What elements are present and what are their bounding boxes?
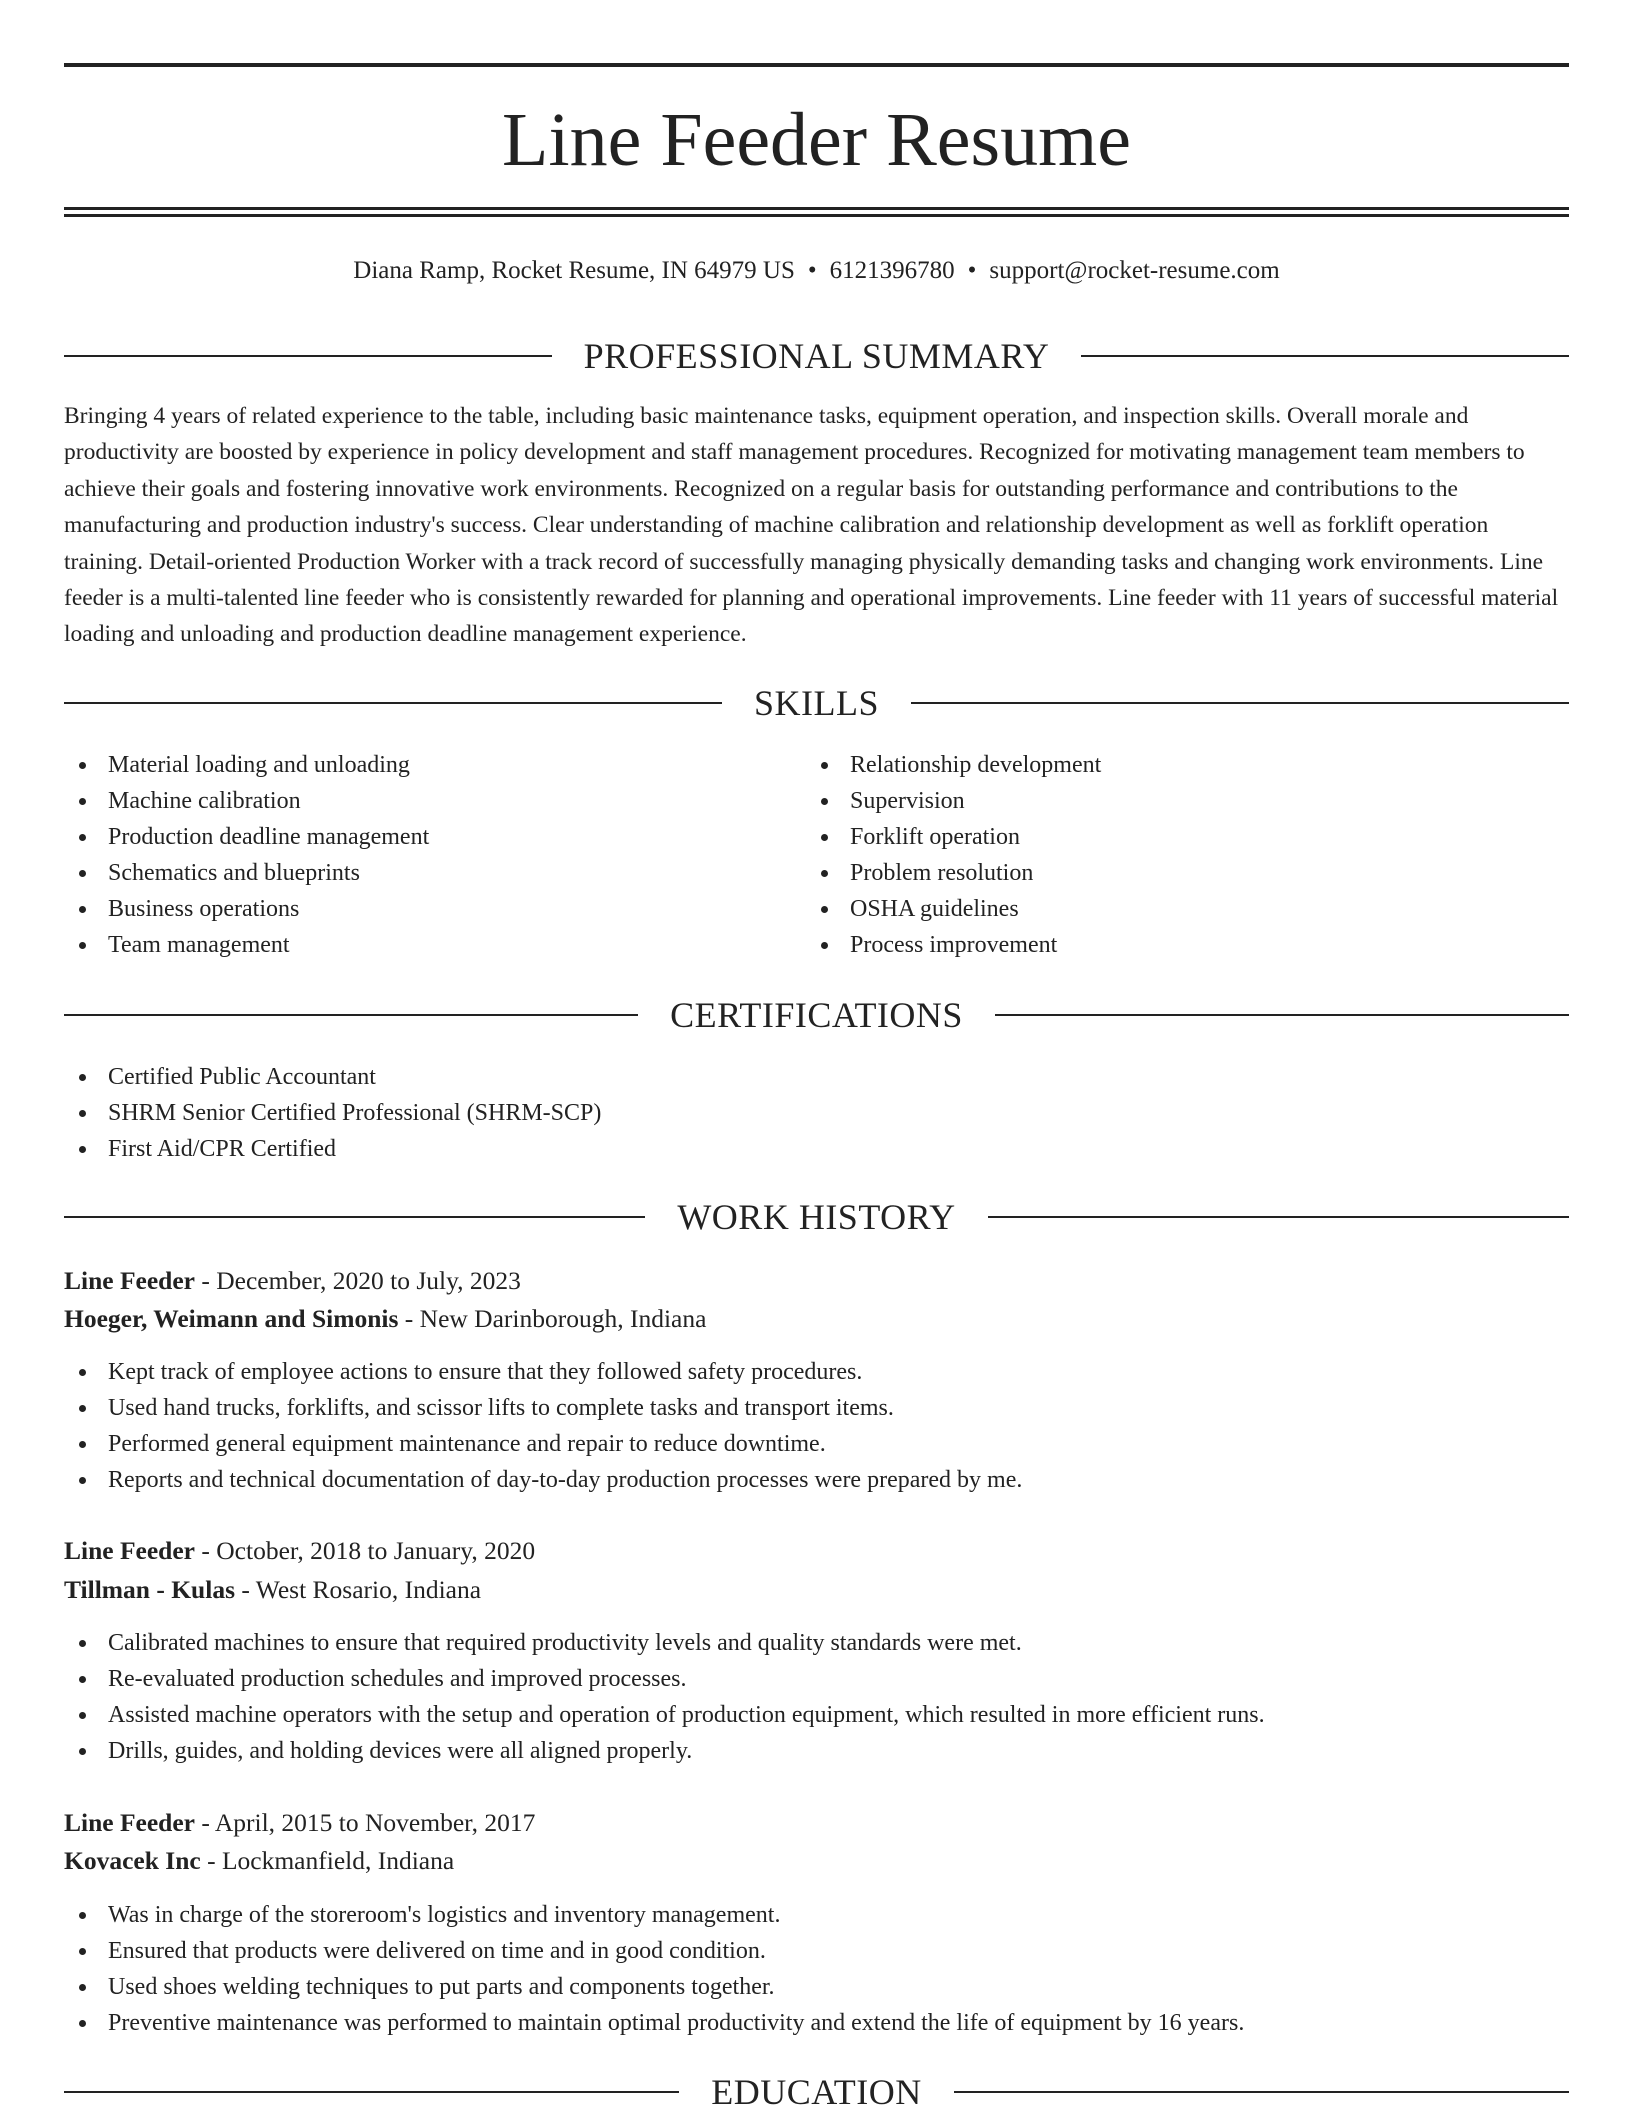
job-duties-list: [64, 1354, 1022, 1498]
duty-item: Drills, guides, and holding devices were all aligned properly.: [64, 1733, 1265, 1769]
contact-separator: •: [967, 257, 977, 284]
skill-item: Material loading and unloading: [64, 747, 429, 783]
divider: [64, 2091, 679, 2093]
duty-item: Performed general equipment maintenance and repair to reduce downtime.: [64, 1426, 1022, 1462]
job-title: Line Feeder: [64, 1266, 195, 1295]
divider: [995, 1014, 1569, 1016]
job-title: Line Feeder: [64, 1808, 195, 1837]
contact-address: Diana Ramp, Rocket Resume, IN 64979 US: [353, 257, 795, 284]
duty-item: Calibrated machines to ensure that required productivity levels and quality standards were met.: [64, 1625, 1265, 1661]
duty-item: Assisted machine operators with the setup and operation of production equipment, which resulted in more efficient runs.: [64, 1697, 1265, 1733]
dash: -: [207, 1846, 216, 1875]
divider: [64, 1216, 645, 1218]
section-heading-work-history: [64, 1197, 1569, 1237]
job-dates: October, 2018 to January, 2020: [216, 1536, 536, 1565]
job-location: New Darinborough, Indiana: [419, 1304, 707, 1333]
divider: [64, 355, 552, 357]
job-title-line: [64, 1533, 535, 1569]
divider: [954, 2091, 1569, 2093]
skill-item: Machine calibration: [64, 783, 429, 819]
skill-item: Supervision: [806, 783, 1101, 819]
skill-item: OSHA guidelines: [806, 891, 1101, 927]
job-company: Tillman - Kulas: [64, 1575, 235, 1604]
job-company-line: [64, 1301, 706, 1337]
section-title: SKILLS: [754, 683, 880, 723]
skill-item: Forklift operation: [806, 819, 1101, 855]
job-location: West Rosario, Indiana: [255, 1575, 482, 1604]
skill-item: Team management: [64, 927, 429, 963]
top-rule: [64, 63, 1569, 67]
skills-list-right: [806, 747, 1101, 963]
certification-item: SHRM Senior Certified Professional (SHRM-SCP): [64, 1095, 601, 1131]
contact-line: [64, 254, 1569, 288]
divider: [1081, 355, 1569, 357]
divider: [911, 702, 1569, 704]
dash: -: [201, 1808, 210, 1837]
certification-item: Certified Public Accountant: [64, 1059, 601, 1095]
title-double-rule: [64, 207, 1569, 217]
divider: [64, 1014, 638, 1016]
job-title: Line Feeder: [64, 1536, 195, 1565]
job-company-line: [64, 1843, 454, 1879]
duty-item: Was in charge of the storeroom's logistics and inventory management.: [64, 1897, 1244, 1933]
job-company-line: [64, 1572, 481, 1608]
job-company: Hoeger, Weimann and Simonis: [64, 1304, 399, 1333]
contact-email: support@rocket-resume.com: [989, 257, 1280, 284]
duty-item: Ensured that products were delivered on time and in good condition.: [64, 1933, 1244, 1969]
certification-item: First Aid/CPR Certified: [64, 1131, 601, 1167]
job-title-line: [64, 1805, 535, 1841]
dash: -: [201, 1536, 210, 1565]
skill-item: Production deadline management: [64, 819, 429, 855]
job-dates: December, 2020 to July, 2023: [216, 1266, 521, 1295]
contact-separator: •: [807, 257, 817, 284]
job-dates: April, 2015 to November, 2017: [214, 1808, 536, 1837]
section-heading-education: [64, 2072, 1569, 2112]
section-title: CERTIFICATIONS: [670, 995, 963, 1035]
skill-item: Business operations: [64, 891, 429, 927]
dash: -: [201, 1266, 210, 1295]
dash: -: [241, 1575, 250, 1604]
divider: [64, 702, 722, 704]
section-title: EDUCATION: [711, 2072, 922, 2112]
section-title: WORK HISTORY: [677, 1197, 956, 1237]
section-heading-summary: [64, 336, 1569, 376]
job-title-line: [64, 1263, 521, 1299]
skill-item: Process improvement: [806, 927, 1101, 963]
duty-item: Re-evaluated production schedules and improved processes.: [64, 1661, 1265, 1697]
duty-item: Used shoes welding techniques to put parts and components together.: [64, 1969, 1244, 2005]
skills-list-left: [64, 747, 429, 963]
page-title: Line Feeder Resume: [502, 98, 1131, 182]
section-title: PROFESSIONAL SUMMARY: [583, 336, 1050, 376]
duty-item: Reports and technical documentation of day-to-day production processes were prepared by me.: [64, 1462, 1022, 1498]
job-location: Lockmanfield, Indiana: [221, 1846, 455, 1875]
skill-item: Problem resolution: [806, 855, 1101, 891]
section-heading-certifications: [64, 995, 1569, 1035]
divider: [988, 1216, 1569, 1218]
summary-paragraph: Bringing 4 years of related experience to the table, including basic maintenance tasks, equipment operation, and inspection skills. Overall morale and productivity are boosted by experience in policy development and staff management procedures. Recognized for motivating management team members to achieve their goals and fostering innovative work environments. Recognized on a regular basis for outstanding performance and contributions to the manufacturing and production industry's success. Clear understanding of machine calibration and relationship development as well as forklift operation training. Detail-oriented Production Worker with a track record of successfully managing physically demanding tasks and changing work environments. Line feeder is a multi-talented line feeder who is consistently rewarded for planning and operational improvements. Line feeder with 11 years of successful material loading and unloading and production deadline management experience.: [64, 403, 1559, 648]
contact-phone: 6121396780: [829, 257, 955, 284]
job-company: Kovacek Inc: [64, 1846, 201, 1875]
job-duties-list: [64, 1625, 1265, 1769]
duty-item: Used hand trucks, forklifts, and scissor lifts to complete tasks and transport items.: [64, 1390, 1022, 1426]
certifications-list: [64, 1059, 601, 1167]
job-duties-list: [64, 1897, 1244, 2041]
duty-item: Preventive maintenance was performed to maintain optimal productivity and extend the life of equipment by 16 years.: [64, 2005, 1244, 2041]
skill-item: Relationship development: [806, 747, 1101, 783]
dash: -: [404, 1304, 414, 1333]
section-heading-skills: [64, 683, 1569, 723]
duty-item: Kept track of employee actions to ensure that they followed safety procedures.: [64, 1354, 1022, 1390]
skill-item: Schematics and blueprints: [64, 855, 429, 891]
